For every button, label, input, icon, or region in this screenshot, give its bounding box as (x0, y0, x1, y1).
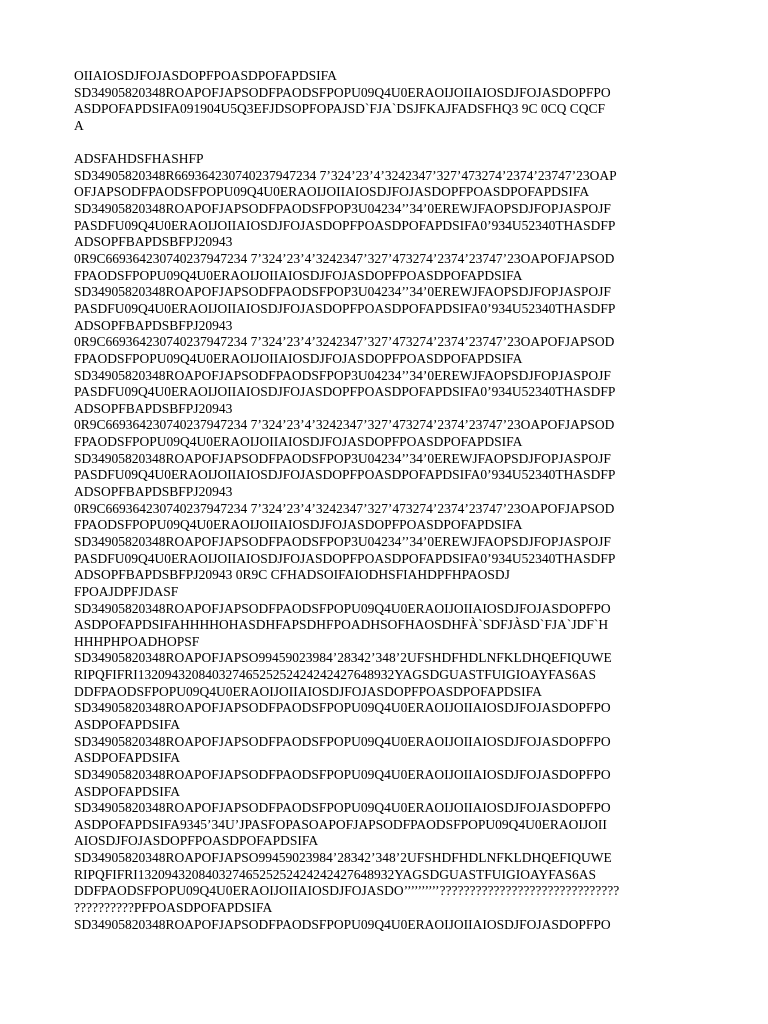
text-line: SD34905820348ROAPOFJAPSODFPAODSFPOP3U04234’’34’0EREWJFAOPSDJFOPJASPOJF (74, 284, 611, 300)
text-line: PASDFU09Q4U0ERAOIJOIIAIOSDJFOJASDOPFPOASDPOFAPDSIFA0’934U52340THASDFP (74, 550, 616, 566)
text-line: PASDFU09Q4U0ERAOIJOIIAIOSDJFOJASDOPFPOASDPOFAPDSIFA0’934U52340THASDFP (74, 467, 616, 483)
text-line: ADSOPFBAPDSBFPJ20943 (74, 234, 233, 250)
text-line: 0R9C669364230740237947234 7’324’23’4’3242347’327’473274’2374’23747’23OAPOFJAPSOD (74, 334, 615, 350)
text-line: SD34905820348ROAPOFJAPSODFPAODSFPOP3U04234’’34’0EREWJFAOPSDJFOPJASPOJF (74, 450, 611, 466)
text-line: ADSFAHDSFHASHFP (74, 151, 204, 167)
text-line: FPAODSFPOPU09Q4U0ERAOIJOIIAIOSDJFOJASDOPFPOASDPOFAPDSIFA (74, 434, 523, 450)
text-line: ASDPOFAPDSIFA (74, 716, 181, 732)
text-line: ASDPOFAPDSIFAHHHHOHASDHFAPSDHFPOADHSOFHAOSDHFÀ`SDFJÀSD`FJA`JDF`H (74, 617, 609, 633)
text-line: PASDFU09Q4U0ERAOIJOIIAIOSDJFOJASDOPFPOASDPOFAPDSIFA0’934U52340THASDFP (74, 217, 616, 233)
text-line: OFJAPSODFPAODSFPOPU09Q4U0ERAOIJOIIAIOSDJFOJASDOPFPOASDPOFAPDSIFA (74, 184, 590, 200)
text-line: SD34905820348R669364230740237947234 7’324’23’4’3242347’327’473274’2374’23747’23OAP (74, 167, 617, 183)
text-line: ADSOPFBAPDSBFPJ20943 (74, 317, 233, 333)
text-line: SD34905820348ROAPOFJAPSO99459023984’28342’348’2UFSHDFHDLNFKLDHQEFIQUWE (74, 650, 612, 666)
text-line: SD34905820348ROAPOFJAPSODFPAODSFPOP3U04234’’34’0EREWJFAOPSDJFOPJASPOJF (74, 367, 611, 383)
text-line: OIIAIOSDJFOJASDOPFPOASDPOFAPDSIFA (74, 68, 337, 83)
document-page (74, 68, 696, 933)
text-line: PASDFU09Q4U0ERAOIJOIIAIOSDJFOJASDOPFPOASDPOFAPDSIFA0’934U52340THASDFP (74, 384, 616, 400)
text-line: HHHPHPOADHOPSF (74, 633, 200, 649)
text-line: SD34905820348ROAPOFJAPSODFPAODSFPOPU09Q4U0ERAOIJOIIAIOSDJFOJASDOPFPO (74, 84, 611, 100)
text-line: 0R9C669364230740237947234 7’324’23’4’3242347’327’473274’2374’23747’23OAPOFJAPSOD (74, 500, 615, 516)
text-line: DDFPAODSFPOPU09Q4U0ERAOIJOIIAIOSDJFOJASDO’’’’’’’’’’?????????????????????????????? (74, 883, 620, 899)
text-line: ASDPOFAPDSIFA (74, 750, 181, 766)
text-line: ASDPOFAPDSIFA9345’34U’JPASFOPASOAPOFJAPSODFPAODSFPOPU09Q4U0ERAOIJOII (74, 816, 607, 832)
text-line: 0R9C669364230740237947234 7’324’23’4’3242347’327’473274’2374’23747’23OAPOFJAPSOD (74, 251, 615, 267)
text-line: SD34905820348ROAPOFJAPSO99459023984’28342’348’2UFSHDFHDLNFKLDHQEFIQUWE (74, 850, 612, 866)
blank-line (74, 135, 696, 152)
text-line: FPAODSFPOPU09Q4U0ERAOIJOIIAIOSDJFOJASDOPFPOASDPOFAPDSIFA (74, 267, 523, 283)
text-line: FPAODSFPOPU09Q4U0ERAOIJOIIAIOSDJFOJASDOPFPOASDPOFAPDSIFA (74, 350, 523, 366)
text-line: ADSOPFBAPDSBFPJ20943 0R9C CFHADSOIFAIODHSFIAHDPFHPAOSDJ (74, 567, 510, 583)
text-line: ASDPOFAPDSIFA (74, 783, 181, 799)
text-line: AIOSDJFOJASDOPFPOASDPOFAPDSIFA (74, 833, 319, 849)
text-line: SD34905820348ROAPOFJAPSODFPAODSFPOP3U04234’’34’0EREWJFAOPSDJFOPJASPOJF (74, 533, 611, 549)
text-line: SD34905820348ROAPOFJAPSODFPAODSFPOP3U04234’’34’0EREWJFAOPSDJFOPJASPOJF (74, 201, 611, 217)
text-line: 0R9C669364230740237947234 7’324’23’4’3242347’327’473274’2374’23747’23OAPOFJAPSOD (74, 417, 615, 433)
text-line: ??????????PFPOASDPOFAPDSIFA (74, 900, 273, 916)
text-line: RIPQFIFRI13209432084032746525252424242427648932YAGSDGUASTFUIGIOAYFAS6AS (74, 866, 597, 882)
text-line: RIPQFIFRI13209432084032746525252424242427648932YAGSDGUASTFUIGIOAYFAS6AS (74, 667, 597, 683)
text-line: SD34905820348ROAPOFJAPSODFPAODSFPOPU09Q4U0ERAOIJOIIAIOSDJFOJASDOPFPO (74, 733, 611, 749)
text-line: SD34905820348ROAPOFJAPSODFPAODSFPOPU09Q4U0ERAOIJOIIAIOSDJFOJASDOPFPO (74, 766, 611, 782)
text-line: DDFPAODSFPOPU09Q4U0ERAOIJOIIAIOSDJFOJASDOPFPOASDPOFAPDSIFA (74, 683, 542, 699)
text-line: A (74, 117, 84, 133)
text-line: SD34905820348ROAPOFJAPSODFPAODSFPOPU09Q4U0ERAOIJOIIAIOSDJFOJASDOPFPO (74, 600, 611, 616)
text-line: PASDFU09Q4U0ERAOIJOIIAIOSDJFOJASDOPFPOASDPOFAPDSIFA0’934U52340THASDFP (74, 300, 616, 316)
text-line: ASDPOFAPDSIFA091904U5Q3EFJDSOPFOPAJSD`FJA`DSJFKAJFADSFHQ3 9C 0CQ CQCF (74, 101, 606, 117)
text-line: ADSOPFBAPDSBFPJ20943 (74, 400, 233, 416)
text-line: SD34905820348ROAPOFJAPSODFPAODSFPOPU09Q4U0ERAOIJOIIAIOSDJFOJASDOPFPO (74, 700, 611, 716)
text-line: ADSOPFBAPDSBFPJ20943 (74, 484, 233, 500)
text-line: FPOAJDPFJDASF (74, 583, 179, 599)
text-line: SD34905820348ROAPOFJAPSODFPAODSFPOPU09Q4U0ERAOIJOIIAIOSDJFOJASDOPFPO (74, 916, 611, 932)
text-line: SD34905820348ROAPOFJAPSODFPAODSFPOPU09Q4U0ERAOIJOIIAIOSDJFOJASDOPFPO (74, 800, 611, 816)
text-line: FPAODSFPOPU09Q4U0ERAOIJOIIAIOSDJFOJASDOPFPOASDPOFAPDSIFA (74, 517, 523, 533)
